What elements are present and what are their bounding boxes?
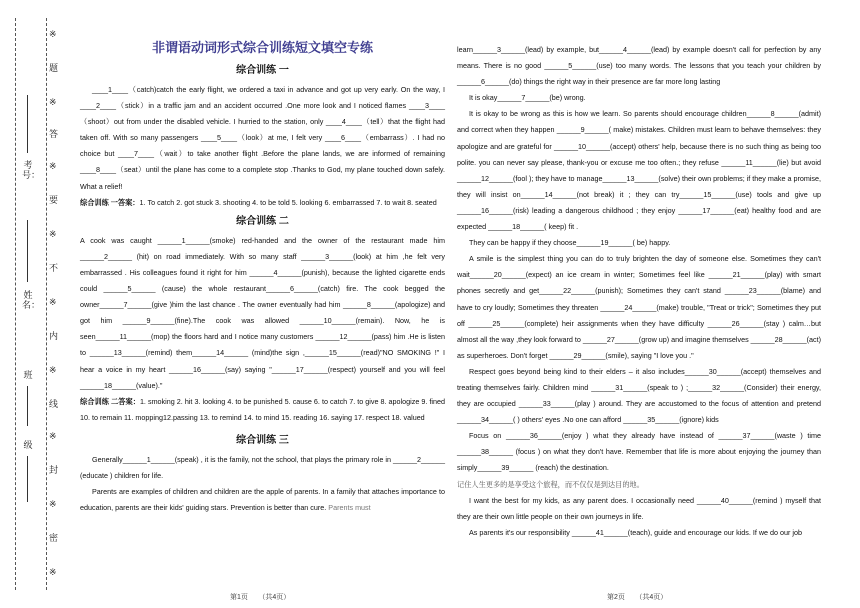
margin-mark: ※ [49, 499, 57, 509]
margin-word: 线 [49, 399, 59, 409]
name-line [27, 220, 28, 282]
paragraph-text: Parents are examples of children and children are the apple of parents. In a family that attaches importance to education, parents are their kids' guiding stars. Prevention is better than cure. [80, 487, 445, 513]
margin-word: 内 [49, 331, 59, 341]
margin-word: 要 [49, 195, 59, 205]
grade-label: 级 [23, 440, 33, 450]
section-title-2: 综合训练 二 [236, 215, 289, 227]
exercise-2-answers [80, 394, 445, 426]
exam-number-line [27, 95, 28, 153]
answer-text: 1. To catch 2. got stuck 3. shooting 4. to be told 5. looking 6. embarrassed 7. to wait 8. seated [139, 197, 437, 207]
exercise-3-paragraph-10: I want the best for my kids, as any parent does. I occasionally need ______40______(remind ) myself that they are their own little people on their own journeys in life. [457, 495, 821, 521]
page-footer-left: 第1页 （共4页） [230, 594, 291, 601]
grade-line [27, 456, 28, 502]
page-title: 非谓语动词形式综合训练短文填空专练 [151, 40, 373, 55]
left-page-column [80, 38, 445, 516]
exercise-3-paragraph-3: learn______3______(lead) by example, but______4______(lead) by example doesn't call for perfection by any means. There is no good ______5______(use) too many words. The lessons that you teach your children by ______6______(do) things the right way in their presence are far more long lasting [457, 45, 821, 87]
margin-mark: ※ [49, 431, 57, 441]
answer-text: 1. smoking 2. hit 3. looking 4. to be punished 5. cause 6. to catch 7. to give 8. apologize 9. fined 10. to remain 11. mopping12.passing 13. to remind 14. to mind 15. reading 16. saying 17. respect 18. valued [80, 396, 446, 422]
margin-word: 题 [49, 63, 59, 73]
binding-margin [0, 0, 58, 608]
name-label: 姓名： [22, 290, 41, 310]
class-line [27, 386, 28, 426]
exercise-3-paragraph-1: Generally______1______(speak) , it is the family, not the school, that plays the primary role in ______2______ (educate ) children for life. [80, 454, 445, 480]
exercise-3-paragraph-4: It is okay______7______(be) wrong. [469, 93, 586, 103]
margin-mark: ※ [49, 297, 57, 307]
exercise-1-passage: ____1____（catch)catch the early flight, we ordered a taxi in advance and got up very early. On the way, I ____2____（stick）in a traffic jam and an accident occurred .One more look and I noticed flames ____3____（shoot）out from under the disabled vehicle. I hurried to the station, only ____4____（tell）that the flight had taken off. With so many passengers ____5____（look）at me, I felt very ____6____（embarrass）. I had no choice but ____7____（wait）to take another flight .Before the plane lands, we are informed of remaining ____8____（seat）until the plane has come to a complete stop .Thanks to God, my plane touched down safely. What a relief! [80, 85, 445, 191]
margin-mark: ※ [49, 365, 57, 375]
exercise-3-paragraph-9: Focus on ______36______(enjoy ) what they already have instead of ______37______(waste ) time ______38______ (focus ) on what they don't have. Remember that life is more about enjoying the journey than simply______39______ (reach) the destination. [457, 431, 821, 473]
margin-word: 密 [49, 533, 59, 543]
margin-mark: ※ [49, 567, 57, 577]
exercise-2-passage: A cook was caught ______1______(smoke) red-handed and the owner of the restaurant made him ______2______ (hit) on road immediately. With so many staff ______3______(look) at him ,he felt very embarrassed . His colleagues found it right for him ______4______(punish), because the lighted cigarette ends could ______5______ (cause) the whole restaurant______6______(catch) fire. The cook begged the owner______7______(give )him the last chance . The owner eventually had him ______8______(apologize) and got him ______9______(fine).The cook was allowed ______10______(remain). Now, he is seen______11______(mop) the floors hard and I notice many customers ______12______(pass) him .He is listen to ______13______(remind) them______14______ (mind)the sign ,______15______(read)"NO SMOKING !" I hear a voice in my heart ______16______(say) saying "______17______(respect) yourself and you will feel ______18______(value)." [80, 235, 445, 390]
margin-word: 不 [49, 263, 59, 273]
margin-word: 答 [49, 129, 59, 139]
exercise-3-paragraph-7: A smile is the simplest thing you can do to truly brighten the day of someone else. Sometimes they can't wait______20______(expect) an ice cream in winter; Sometimes feel like ______21______(play) with smart phones secretly and get______22______(punish); Sometimes they can't stand ______23______(blame) and have to cry loudly; Sometimes they threaten ______24______(make) trouble, "Treat or trick"; Sometimes they put off ______25______(complete) heir assignments when they have difficulty ______26______(stay ) calm…but almost all the way ,they look forward to ______27______(grow up) and imagine themselves ______28______(act) as superheroes. Don't forget ______29______(smile), saying "I love you ." [457, 254, 821, 360]
exercise-3-paragraph-6: They can be happy if they choose______19______( be) happy. [469, 238, 671, 248]
margin-mark: ※ [49, 229, 57, 239]
section-title-1: 综合训练 一 [236, 65, 289, 76]
section-title-3: 综合训练 三 [236, 434, 289, 446]
inner-dashed-line [46, 18, 47, 590]
exercise-3-paragraph-8: Respect goes beyond being kind to their elders – it also includes______30______(accept) themselves and treating themselves fairly. Children mind ______31______(speak to ) ;______32______(Consider) their energy, they are occupied ______33______(play ) around. They are accustomed to the focus of attention and pretend ______34______( ) others' eyes .No one can afford ______35______(ignore) kids [457, 366, 821, 425]
page-footer-right: 第2页 （共4页） [607, 594, 668, 601]
exercise-1-answers [80, 195, 445, 211]
exercise-3-paragraph-5: It is okay to be wrong as this is how we learn. So parents should encourage children______8______(admit) and correct when they happen ______9______( make) mistakes. Children must learn to behave themselves: they apologize and are grateful for ______10______(accept) others' help, because there is no such thing as being too polite. you can never say please, thank-you or excuse me too often.; they refuse ______11______(lie) but avoid ______12______(fool ); they have to manage______13______(solve) their own problems; if they make a promise, they will insist on______14______(not break) it ; they can try______15______(use) tools and give up ______16______(risk) leading a dangerous childhood ; they enjoy ______17______(eat) healthy food and are expected ______18______( keep) fit . [457, 109, 822, 232]
margin-word: 封 [49, 465, 59, 475]
exercise-3-paragraph-2 [80, 484, 445, 516]
margin-mark: ※ [49, 97, 57, 107]
exercise-3-paragraph-11: As parents it's our responsibility ______41______(teach), guide and encourage our kids. If we do our job [469, 527, 803, 537]
class-label: 班 [23, 370, 33, 380]
chinese-translation-line: 记住人生更多的是享受这个旅程，而不仅仅是到达目的地。 [457, 479, 644, 489]
exam-number-label: 考号： [22, 160, 41, 180]
paragraph-tail: Parents must [328, 503, 371, 513]
margin-mark: ※ [49, 29, 57, 39]
right-page-column [457, 42, 821, 541]
answer-label: 综合训练 一答案： [80, 197, 140, 207]
outer-dashed-line [15, 18, 16, 590]
answer-label: 综合训练 二答案： [80, 396, 140, 406]
margin-mark: ※ [49, 161, 57, 171]
